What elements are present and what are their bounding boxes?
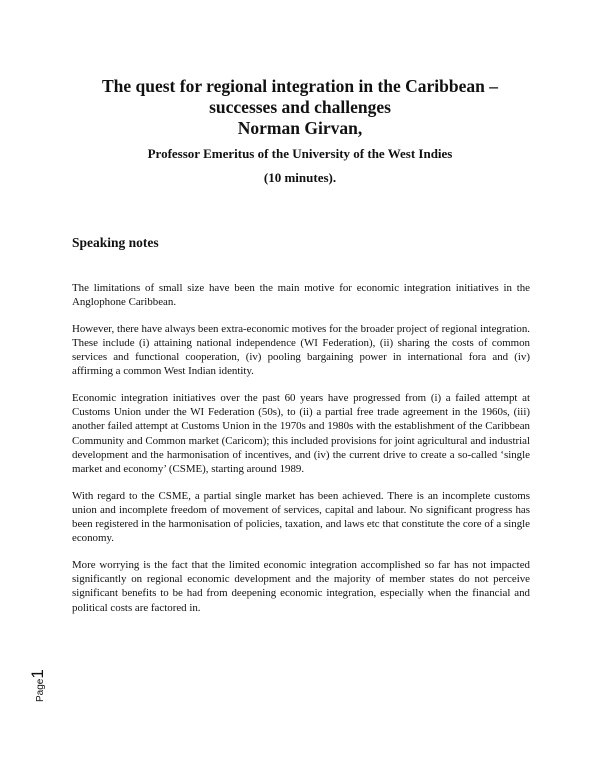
paragraph: With regard to the CSME, a partial single market has been achieved. There is an incomplete customs union and incomplete freedom of movement of services, capital and labour. No significant progress has been registered in the harmonisation of policies, taxation, and laws etc that constitute the core of a single economy. bbox=[72, 489, 530, 545]
paragraph: Economic integration initiatives over the past 60 years have progressed from (i) a failed attempt at Customs Union under the WI Federation (50s), to (ii) a partial free trade agreement in the 1960s, (iii) another failed attempt at Customs Union in the 1970s and 1980s with the establishment of the Caribbean Community and Common market (Caricom); this included provisions for joint agricultural and industrial development and the harmonisation of incentives, and (iv) the current drive to create a so-called ‘single market and economy’ (CSME), starting around 1989. bbox=[72, 391, 530, 476]
author-name: Norman Girvan, bbox=[237, 118, 363, 138]
section-heading: Speaking notes bbox=[72, 235, 159, 250]
page-number-label bbox=[28, 669, 48, 702]
title-block bbox=[60, 76, 540, 187]
body-text bbox=[72, 281, 530, 627]
document-title-line-1: The quest for regional integration in the Caribbean – bbox=[101, 76, 499, 96]
paragraph: The limitations of small size have been the main motive for economic integration initiatives in the Anglophone Caribbean. bbox=[72, 282, 530, 309]
duration-note: (10 minutes). bbox=[263, 170, 337, 185]
paragraph: More worrying is the fact that the limited economic integration accomplished so far has not impacted significantly on regional economic development and the majority of member states do not perceive significant benefits to be had from deepening economic integration, especially when the financial and political costs are factored in. bbox=[72, 558, 530, 614]
paragraph: However, there have always been extra-economic motives for the broader project of regional integration. These include (i) attaining national independence (WI Federation), (ii) sharing the costs of common services and functional cooperation, (iv) pooling bargaining power in international fora and (iv) affirming a common West Indian identity. bbox=[72, 322, 530, 378]
author-affiliation: Professor Emeritus of the University of the West Indies bbox=[147, 146, 453, 161]
document-title-line-2: successes and challenges bbox=[209, 97, 391, 117]
page-word: Page bbox=[35, 678, 46, 702]
page-number: 1 bbox=[28, 669, 47, 679]
